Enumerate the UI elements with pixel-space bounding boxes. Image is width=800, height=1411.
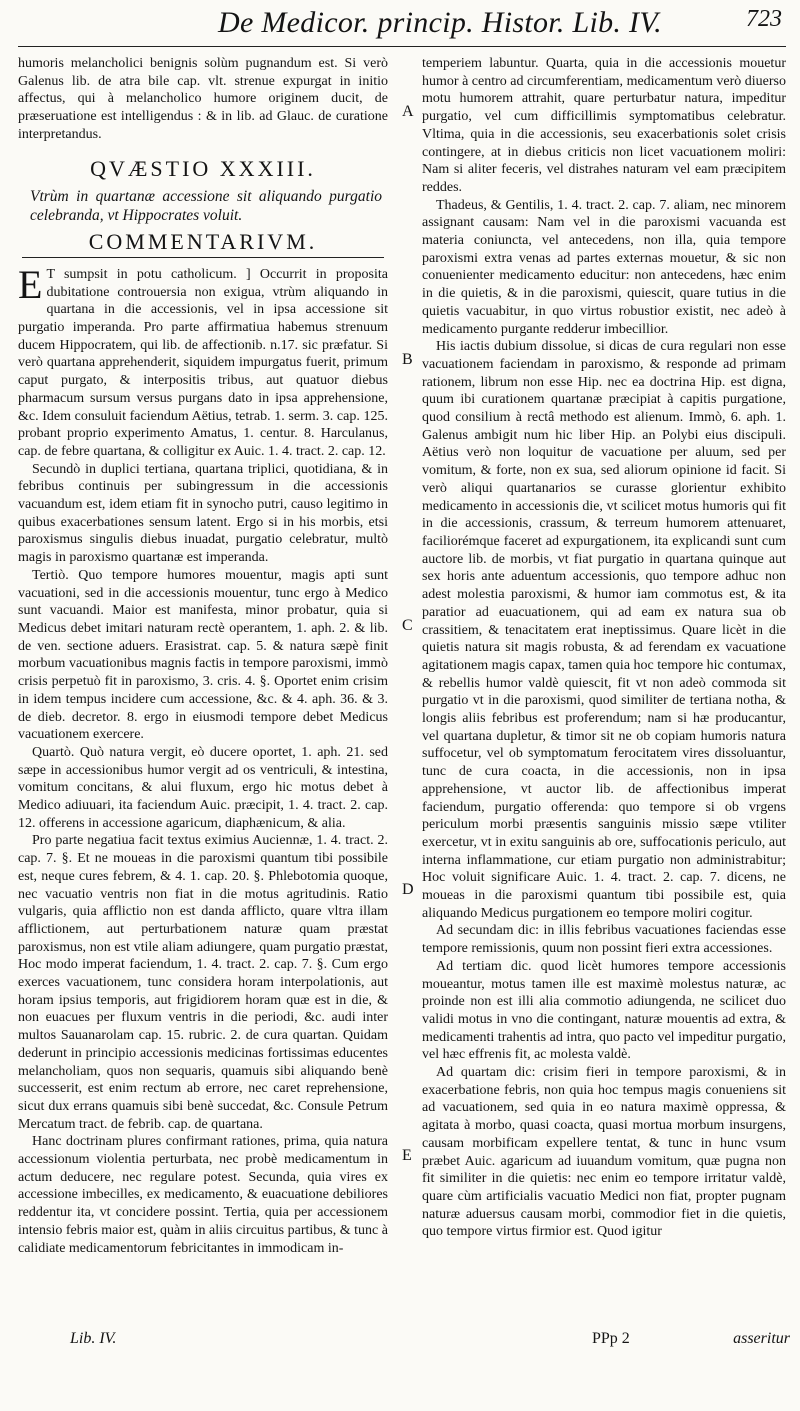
paragraph-text: T sumpsit in potu catholicum. ] Occurrit in proposita dubitatione controuersia non exigua, vtrùm aliquando in quartana in die accessionis, vel in ipsa accessione sit purgatio imperanda. Pro parte affirmatiua habemus strenuum ducem Hippocratem, qui lib. de affectionib. n.17. sic præfatur. Si verò quartana apprehenderit, siquidem impurgatus fuerit, primum caput purgato, & interpositis tribus, aut quatuor diebus pharmacum sursum versus purgans dato in ipsa apprehensione, &c. Idem consuluit faciendum Aëtius, tetrab. 1. serm. 3. cap. 125. probant proprio experimento Amatus, 1. centur. 8. Harculanus, cap. de febre quartana, & colligitur ex Auic. 1. 4. tract. 2. cap. 12. xyxy=(18,266,388,459)
margin-letter-b: B xyxy=(402,351,413,368)
paragraph xyxy=(18,261,388,461)
running-title: De Medicor. princip. Histor. Lib. IV. xyxy=(218,6,662,39)
margin-letter-a: A xyxy=(402,103,414,120)
page-number: 723 xyxy=(746,6,782,32)
footer-book-label: Lib. IV. xyxy=(70,1330,117,1347)
catchword: asseritur xyxy=(733,1330,790,1347)
right-column xyxy=(422,55,786,1241)
paragraph: Hanc doctrinam plures confirmant rationes, prima, quia natura accessionum violentia perturbata, nec probè medicamentum in actum deducere, nec regulare potest. Secunda, quia vires ex accessione imbecilles, ex medicamento, & euacuatione debiliores reddentur ita, vt concidere possint. Tertia, quia per accessionem intensio febris maior est, quàm in aliis circuitus partibus, & tunc à calidiate medicamentorum febricitantes in immodicam in- xyxy=(18,1134,388,1256)
paragraph: Secundò in duplici tertiana, quartana triplici, quotidiana, & in febribus continuis per subingressum in die accessionis vacuandum est, idem etiam fit in synocho putri, causo legitimo in quibus exacerbationes sensum latent. Ergo si in his morbis, etsi paroxismus singulis diebus inuadat, purgatio celebratur, multò magis in paroxismo quartanæ est imperanda. xyxy=(18,461,388,566)
commentary-heading: COMMENTARIVM. xyxy=(22,233,384,258)
paragraph: temperiem labuntur. Quarta, quia in die accessionis mouetur humor à centro ad circumferentiam, medicamentum verò diuerso motu humorem attrahit, quare perturbatur natura, impeditur purgatio, vel cum difficillimis symptomatibus celebratur. Vltima, quia in die accessionis, seu exacerbationis solet crisis contingere, at in diebus criticis non licet vacuationem moliri: Nam si aliter feceris, vel distrahes naturam vel eam præcipitem reddes. xyxy=(422,56,786,195)
two-column-body xyxy=(18,55,786,1373)
paragraph: Pro parte negatiua facit textus eximius Auciennæ, 1. 4. tract. 2. cap. 7. §. Et ne moueas in die paroxismi quantum tibi possibile est, neque cures febrem, & 4. 1. cap. 20. §. Phlebotomia quoque, nec vacuatio ventris non fiat in die motus agritudinis. Ratio vulgaris, quia afflictio non est danda afflicto, quare vltra illam afflictionem, aut perturbationem naturæ quam præstat paroxismus, non est vtile aliam adiungere, quam purgatio præstat, Hoc modo imperat faciendum, 1. 4. tract. 2. cap. 7. §. Cum ergo exerces vacuationem, tunc considera horam interpolationis, aut horam ipsius temporis, aut frigidiorem horam quæ est in die, & non euacues per fluxum ventris in die periodi, &c. audi inter multos Sauanarolam cap. 15. rubric. 2. de cura quartan. Quidam dederunt in principio accessionis medicinas fortissimas educentes melancholiam, quos non sequaris, quamuis sibi aliquando benè successerit, est enim rectum ab errore, nec caret reprehensione, sicut dux errans quamuis sibi benè succedat, &c. Consule Petrum Mercatum tract. de febrib. cap. de quartana. xyxy=(18,833,388,1132)
paragraph: Quartò. Quò natura vergit, eò ducere oportet, 1. aph. 21. sed sæpe in accessionibus humor vergit ad os ventriculi, & intestina, vomitum concitans, & alui fluxum, ergo hic motus debet à Medico adiuuari, ita faciendum Auic. præcipit, 1. 4. tract. 2. cap. 12. offerens in accessione agaricum, diaphænicum, & alia. xyxy=(18,744,388,831)
signature-mark: PPp 2 xyxy=(592,1330,630,1347)
question-heading: QVÆSTIO XXXIII. xyxy=(90,155,316,181)
paragraph: Tertiò. Quo tempore humores mouentur, magis apti sunt vacuationi, sed in die accessionis mouentur, tunc ergo à Medico sunt vacuandi. Maior est manifesta, minor probatur, quia si Medicus debet imitari naturam rectè operantem, 1. aph. 2. & lib. de ven. sectione aduers. Erasistrat. cap. 5. & natura sæpè finit morbum vacuationibus magnis factis in tempore paroxismi, immò crisis perpetuò fit in paroxismo, 3. cris. 4. §. Oportet enim crisim in idem tempus incidere cum accessione, &c. & 4. aph. 36. & 3. de dieb. decretor. 8. ergo in eiusmodi tempore debet Medicus vacuationem exercere. xyxy=(18,567,388,743)
page-footer xyxy=(0,1330,800,1354)
margin-letters xyxy=(402,55,420,1373)
paragraph: His iactis dubium dissolue, si dicas de cura regulari non esse vacuationem faciendam in paroxismo, & responde ad primam rationem, librum non esse Hip. nec ea doctrina Hip. est digna, quum ibi curationem quartanæ præcipiat à capitis purgatione, quod consilium à rectâ methodo est alienum. Immò, 6. aph. 1. Galenus ambigit num hic liber Hip. an Polybi eius discipuli. Aëtius verò non loquitur de vacuatione per aluum, sed per vomitum, & forte, non ex sua, sed aliorum opinione id facit. Si verò aliqui quartanarios se curasse glorientur exhibito medicamento in accessionis die, vt scilicet motus humoris qui fit in die accessionis, crassum, & terreum humorem attenuaret, faciliorémque faceret ad expurgationem, ita explicandi sunt cum auctore lib. de morbis, vt fiat purgatio in quartana quinque aut sex horis ante aduentum accessionis, quo tempore adhuc non adest molestia paroxismi, & humor iam commotus est, & ita paratior ad euacuationem, qui ad eam ex natura sua ob crassitiem, & tenacitatem erat ineptissimus. Quare licèt in die quietis natura sit magis robusta, & ad ferendam ex vacuatione agitationem magis capax, tamen quia hoc tempore hic contumax, & rebellis humor valdè quiescit, fit vt non adeò commoda sit purgatio vt in die paroxismi, quod similiter de tertiana notha, & longis aliis febribus est proferendum; nam si hæ producantur, vel quartana dupletur, & timor sit ne ob copiam humoris natura suffocetur, vel ob symptomatum ferocitatem vires dissoluantur, tunc de cura coacta, in die accessionis, non in ipsa apprehensione, vt auctor lib. de affectionibus imperat faciendum, purgatio offerenda: quo tempore si ob vrgens periculum morbi præsentis sanguinis missio sæpe vtiliter exercetur, vt in exitu sanguinis ab ore, suffocationis periculo, aut interna inflammatione, cur etiam purgatio non administrabitur; Hoc voluit significare Auic. 1. 4. tract. 2. cap. 7. dicens, ne moueas in die paroxismi quantum tibi possibile est, quia aliquando Medicus purgationem eo tempore moliri cogitur. xyxy=(422,339,786,921)
paragraph: Thadeus, & Gentilis, 1. 4. tract. 2. cap. 7. aliam, nec minorem assignant causam: Nam vel in die paroxismi vacuanda est materia coniuncta, vel antecedens, non illa, quia tempore paroxismi extra venas ad partes externas mouetur, & sic non conuenienter medicamento educitur: non antecedens, hæc enim in die quietis, & in die paroxismi, quiescit, quare tutius in die quietis vacuabitur, in quo virtus robustior existit, nec adeò à medicamento purgante redderur imbecillior. xyxy=(422,197,786,337)
margin-letter-c: C xyxy=(402,617,413,634)
drop-cap: E xyxy=(18,261,43,307)
paragraph: Ad tertiam dic. quod licèt humores tempore accessionis moueantur, motus tamen ille est maximè molestus naturæ, ac proinde non est illi alia commotio adiungenda, ne scilicet duo validi motus in vno die contingant, naturæ mouentis ad extra, & medicamenti trahentis ad intra, quo pacto vel impeditur purgatio, vel hæc effrenis fit, ac molesta valdè. xyxy=(422,958,786,1063)
running-header xyxy=(18,4,786,47)
margin-letter-e: E xyxy=(402,1147,412,1164)
left-column xyxy=(18,55,388,1257)
paragraph: Ad quartam dic: crisim fieri in tempore paroxismi, & in exacerbatione febris, non quia hoc tempus magis conueniens sit ad vacuationem, sed quia in eo natura maximè oppressa, & agitata à morbo, quasi coacta, quasi mortua morbum insurgens, causam morbificam expellere tentat, & tunc in hunc vsum præbet Auic. agaricum ad iuuandum vomitum, quæ pugna non fit similiter in die quietis: nec enim eo tempore irritatur valdè, quare cùm artificialis vacuatio Medici non fiat, propter pugnam naturæ aduersus causam morbi, commodior fiet in die quietis, quo tempore virtus firmior est. Quod igitur xyxy=(422,1065,786,1240)
margin-letter-d: D xyxy=(402,881,414,898)
question-subtitle: Vtrùm in quartanæ accessione sit aliquando purgatio celebranda, vt Hippocrates voluit. xyxy=(30,188,382,225)
paragraph: Ad secundam dic: in illis febribus vacuationes faciendas esse tempore remissionis, quum non possint fieri extra accessiones. xyxy=(422,923,786,957)
intro-paragraph: humoris melancholici benignis solùm pugnandum est. Si verò Galenus lib. de atra bile cap. vlt. strenue expurgat in initio affectus, qui à melancholico humore originem ducit, de præseruatione est intelligendus : & in lib. ad Glauc. de curatione interpretandus. xyxy=(18,56,388,142)
